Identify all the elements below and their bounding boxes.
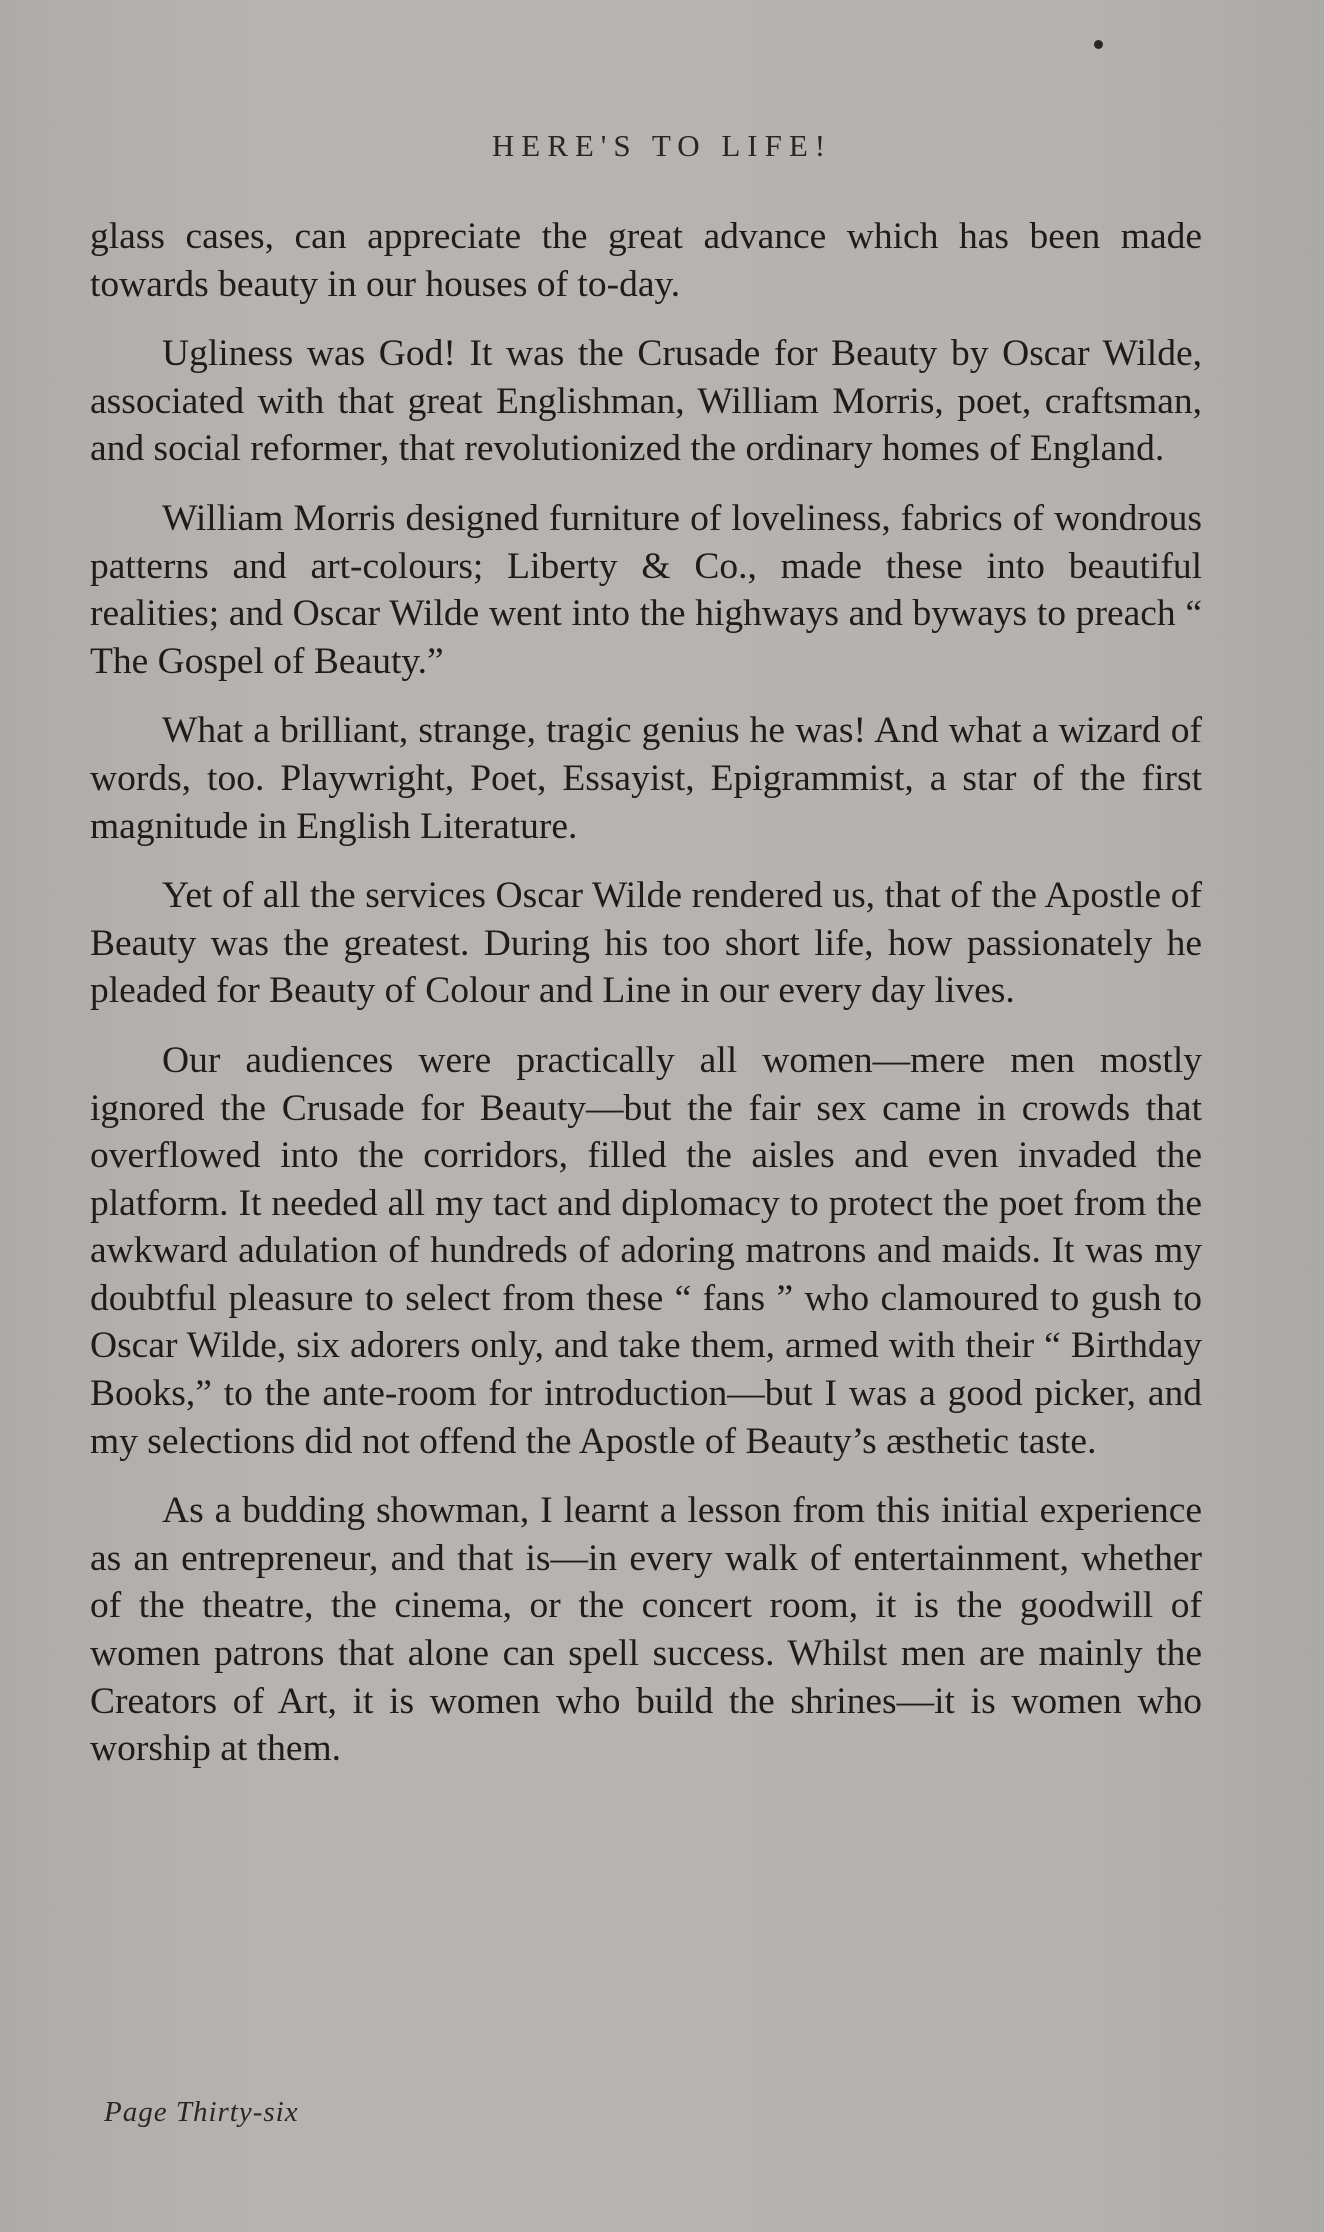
paragraph: Our audiences were practically all women—mere men mostly ignored the Crusade for Beauty—but the fair sex came in crowds that overflowed into the corridors, filled the aisles and even invaded the platform. It needed all my tact and diplomacy to protect the poet from the awkward adulation of hundreds of adoring matrons and maids. It was my doubtful pleasure to select from these “ fans ” who clamoured to gush to Oscar Wilde, six adorers only, and take them, armed with their “ Birthday Books,” to the ante-room for introduction—but I was a good picker, and my selections did not offend the Apostle of Beauty’s æsthetic taste. (90, 1039, 1202, 1462)
paragraph-continued: glass cases, can appreciate the great advance which has been made towards beauty in our houses of to-day. (90, 216, 1202, 305)
paragraph: Yet of all the services Oscar Wilde rendered us, that of the Apostle of Beauty was the greatest. During his too short life, how passionately he pleaded for Beauty of Colour and Line in our every day lives. (90, 875, 1202, 1012)
running-head: HERE'S TO LIFE! (491, 128, 833, 163)
paragraph: William Morris designed furniture of loveliness, fabrics of wondrous patterns and art-colours; Liberty & Co., made these into beautiful realities; and Oscar Wilde went into the highways and byways to preach “ The Gospel of Beauty.” (90, 497, 1202, 682)
ink-speck (1094, 40, 1103, 49)
paragraph: Ugliness was God! It was the Crusade for Beauty by Oscar Wilde, associated with that great Englishman, William Morris, poet, craftsman, and social reformer, that revolutionized the ordinary homes of England. (90, 333, 1202, 470)
body-text (90, 213, 1202, 1795)
paragraph: As a budding showman, I learnt a lesson from this initial experience as an entrepreneur, and that is—in every walk of entertainment, whether of the theatre, the cinema, or the concert room, it is the goodwill of women patrons that alone can spell success. Whilst men are mainly the Creators of Art, it is women who build the shrines—it is women who worship at them. (90, 1490, 1202, 1770)
paragraph: What a brilliant, strange, tragic genius he was! And what a wizard of words, too. Playwright, Poet, Essayist, Epigrammist, a star of the first magnitude in English Literature. (90, 710, 1202, 847)
page-number: Page Thirty-six (104, 2096, 299, 2128)
